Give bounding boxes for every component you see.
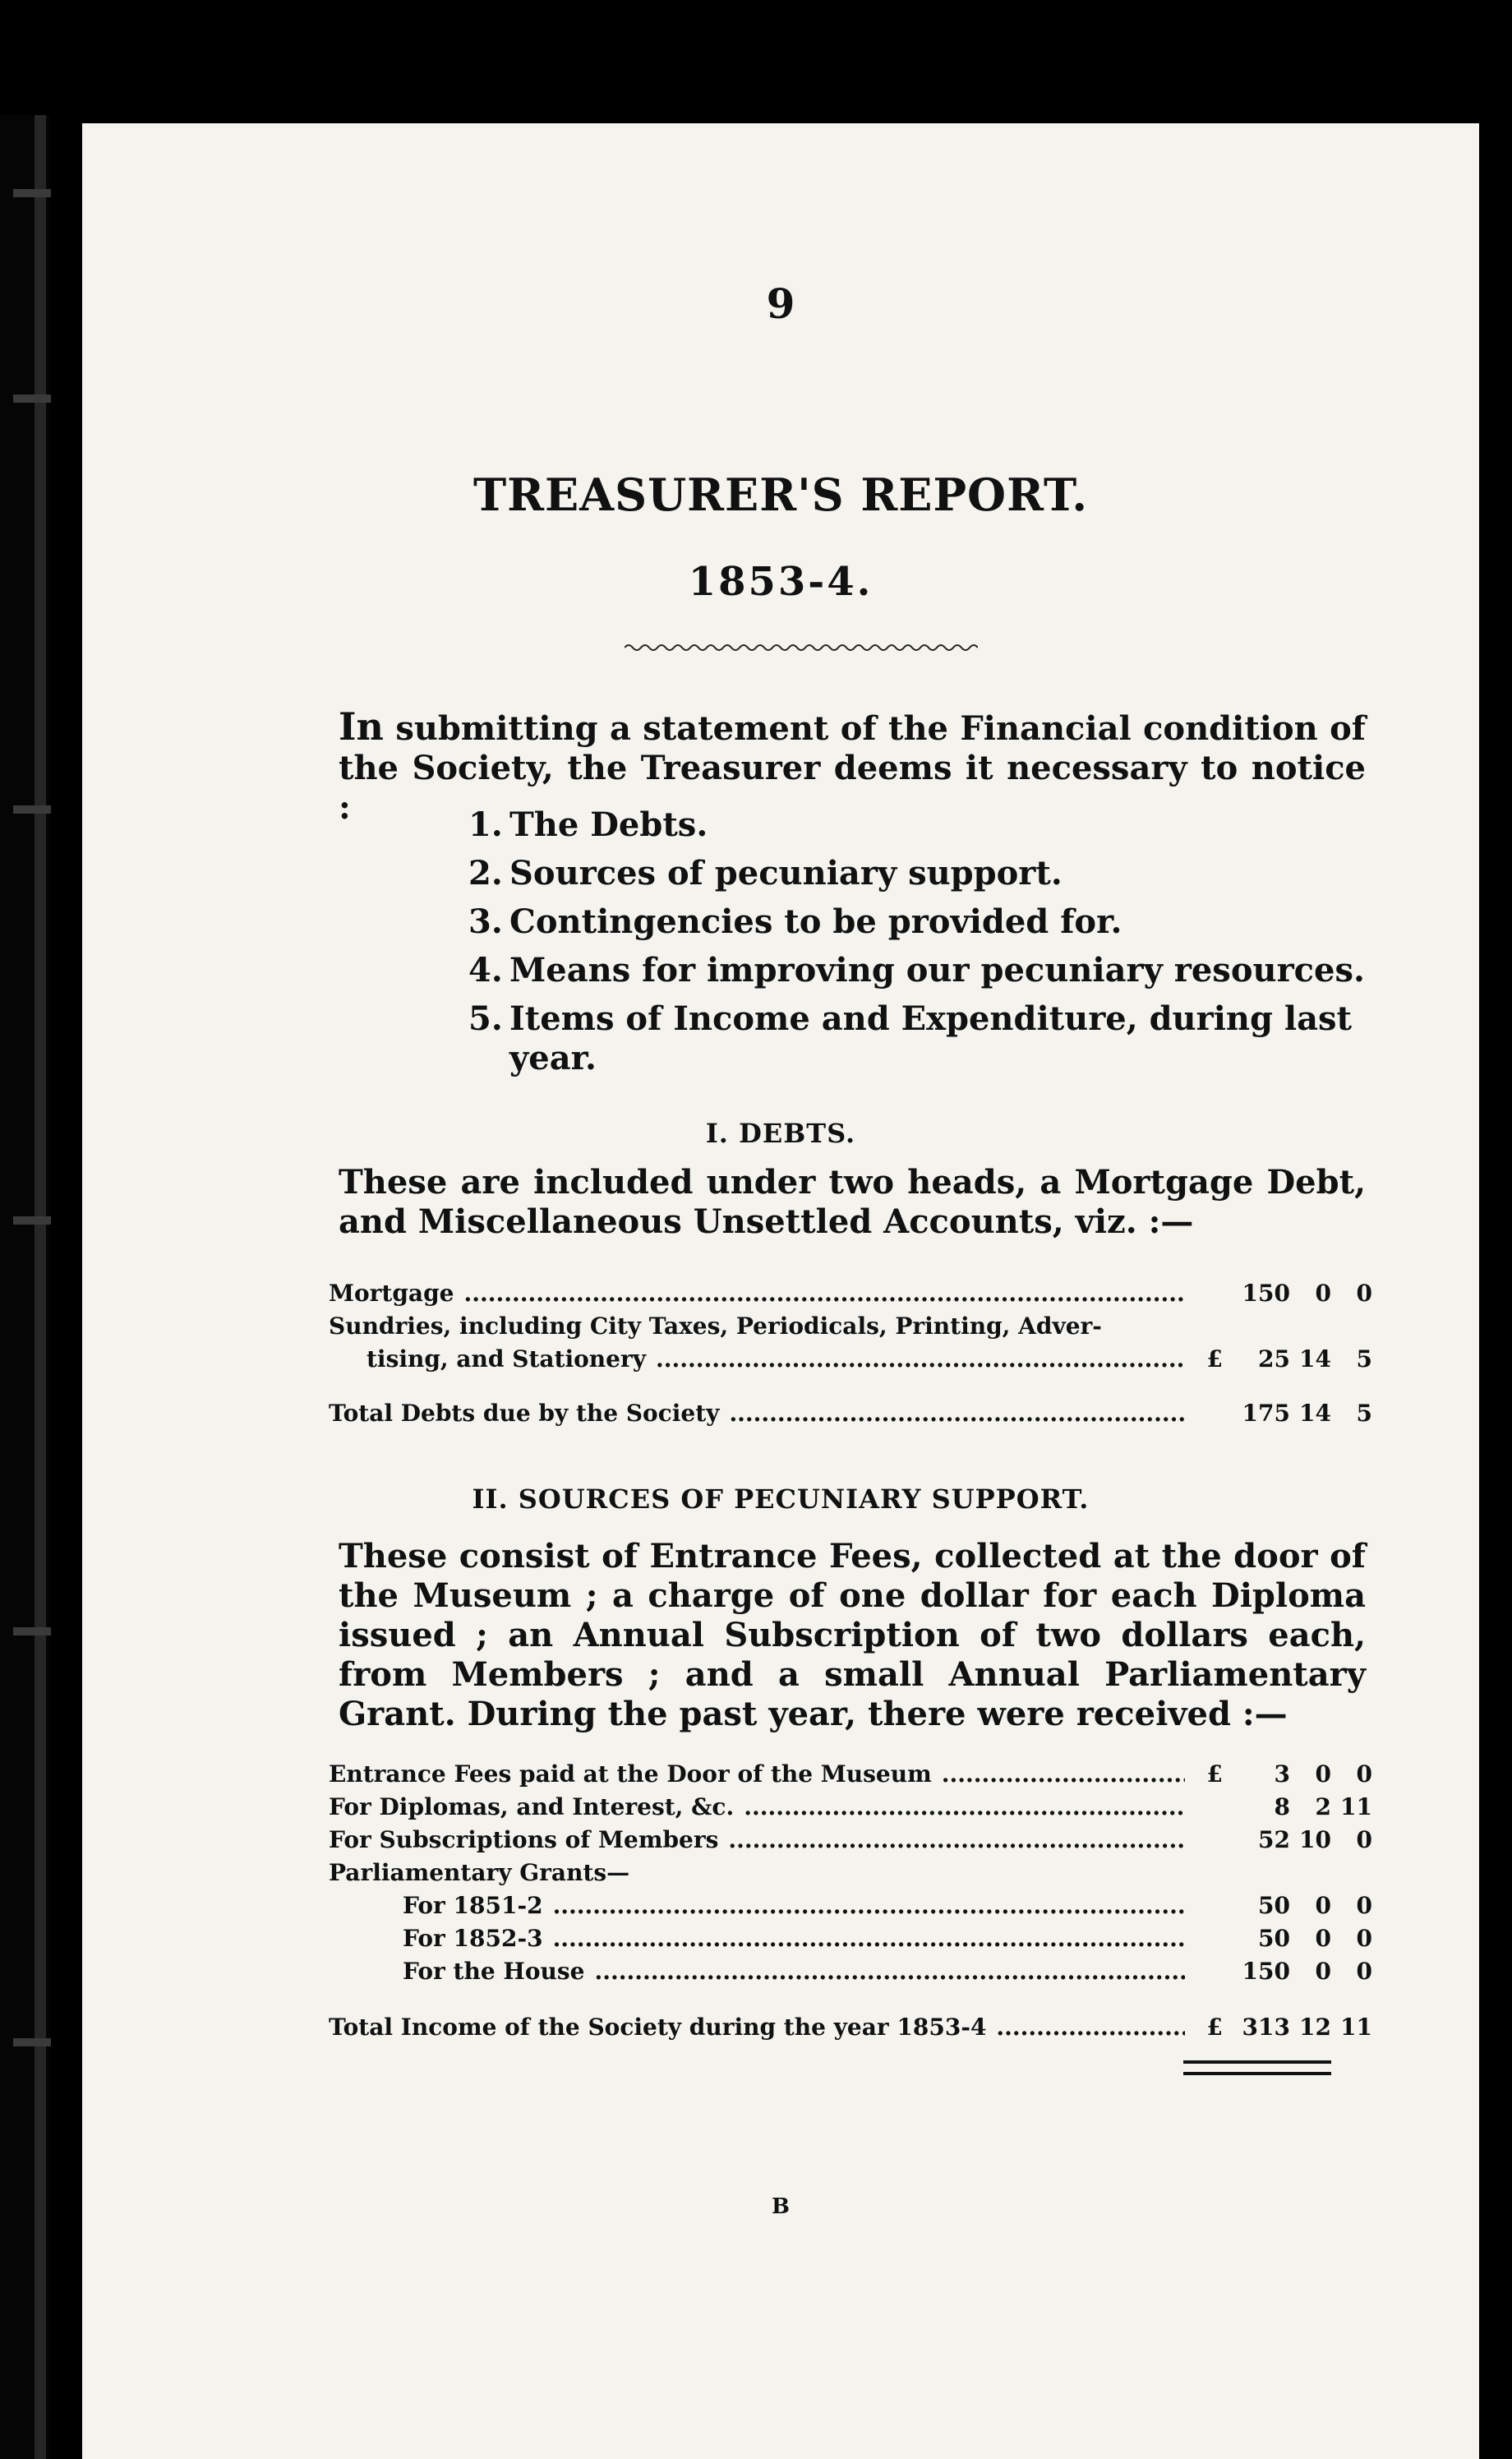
row-label: Total Debts due by the Society [329, 1400, 720, 1427]
table-row [329, 1307, 1372, 1340]
support-ledger [329, 1755, 1372, 2041]
pence: 0 [1356, 1280, 1372, 1307]
shillings: 0 [1315, 1280, 1331, 1307]
row-label: tising, and Stationery [366, 1345, 646, 1373]
topic-number: 3. [468, 902, 503, 941]
intro-first-word: In [339, 704, 384, 749]
shillings: 2 [1315, 1793, 1331, 1820]
row-label: For 1852-3 [403, 1925, 543, 1952]
pence: 5 [1356, 1345, 1372, 1373]
pounds: 313 [1242, 2014, 1290, 2041]
topic-text: Contingencies to be provided for. [509, 902, 1122, 941]
table-row [329, 1886, 1372, 1919]
binding-stitch [13, 1216, 51, 1225]
pounds: 25 [1258, 1345, 1290, 1373]
table-row [329, 1952, 1372, 1985]
row-label: For 1851-2 [403, 1892, 543, 1919]
support-paragraph: These consist of Entrance Fees, collected at the door of the Museum ; a charge of one dollar for each Diploma issued ; an Annual Subscription of two dollars each, from Members ; and a small Annual Parliamentary Grant. During the past year, there were received :— [339, 1537, 1366, 1733]
row-label: For Diplomas, and Interest, &c. [329, 1793, 735, 1820]
pounds: 150 [1242, 1280, 1290, 1307]
row-label: Parliamentary Grants— [329, 1859, 630, 1886]
pounds: 50 [1258, 1925, 1290, 1952]
pence: 0 [1356, 1958, 1372, 1985]
table-row [329, 1820, 1372, 1853]
pence: 11 [1340, 2014, 1372, 2041]
topic-text: Sources of pecuniary support. [509, 854, 1063, 893]
pounds: 52 [1258, 1826, 1290, 1853]
pounds: 175 [1242, 1400, 1290, 1427]
list-item [468, 999, 1372, 1078]
pence: 0 [1356, 1826, 1372, 1853]
shillings: 10 [1299, 1826, 1331, 1853]
pence: 0 [1356, 1925, 1372, 1952]
section-heading-support: II. SOURCES OF PECUNIARY SUPPORT. [472, 1483, 1090, 1515]
debts-ledger [329, 1274, 1372, 1427]
binding-stitch [13, 394, 51, 403]
table-row [329, 1853, 1372, 1886]
currency-sign: £ [1206, 2014, 1223, 2041]
section-heading-debts: I. DEBTS. [705, 1118, 856, 1149]
shillings: 12 [1299, 2014, 1331, 2041]
page-title: TREASURER'S REPORT. [472, 468, 1089, 521]
shillings: 0 [1315, 1892, 1331, 1919]
shillings: 0 [1315, 1925, 1331, 1952]
document-page [82, 123, 1479, 2459]
topic-text: Means for improving our pecuniary resources. [509, 951, 1365, 990]
pence: 0 [1356, 1760, 1372, 1788]
shillings: 14 [1299, 1345, 1331, 1373]
binding-stitch [13, 1627, 51, 1635]
currency-sign: £ [1206, 1345, 1223, 1373]
ornamental-rule [625, 641, 978, 654]
pence: 11 [1340, 1793, 1372, 1820]
list-item [468, 902, 1372, 942]
topic-number: 5. [468, 999, 503, 1038]
total-row [329, 1394, 1372, 1427]
list-item [468, 951, 1372, 990]
table-row [329, 1274, 1372, 1307]
list-item [468, 854, 1372, 893]
currency-sign: £ [1206, 1760, 1223, 1788]
row-label: Sundries, including City Taxes, Periodicals, Printing, Adver- [329, 1313, 1102, 1340]
total-double-rule [1183, 2060, 1331, 2075]
pounds: 150 [1242, 1958, 1290, 1985]
pence: 5 [1356, 1400, 1372, 1427]
topic-number: 4. [468, 951, 503, 990]
shillings: 14 [1299, 1400, 1331, 1427]
total-row [329, 2008, 1372, 2041]
topic-text: Items of Income and Expenditure, during last year. [509, 999, 1352, 1077]
pounds: 50 [1258, 1892, 1290, 1919]
binding-stitch [13, 2038, 51, 2046]
row-label: For the House [403, 1958, 585, 1985]
row-label: Mortgage [329, 1280, 454, 1307]
table-row [329, 1919, 1372, 1952]
table-row [329, 1755, 1372, 1788]
pounds: 8 [1274, 1793, 1290, 1820]
shillings: 0 [1315, 1958, 1331, 1985]
binding-stitch [13, 805, 51, 814]
binding-stitch [13, 189, 51, 197]
report-year: 1853-4. [688, 559, 874, 605]
pounds: 3 [1274, 1760, 1290, 1788]
binding-spine [35, 115, 46, 2459]
intro-text: submitting a statement of the Financial condition of the Society, the Treasurer deems it necessary to notice : [339, 709, 1366, 827]
topic-list [468, 805, 1372, 1087]
row-label: For Subscriptions of Members [329, 1826, 719, 1853]
signature-mark: B [772, 2194, 790, 2219]
topic-number: 2. [468, 854, 503, 893]
shillings: 0 [1315, 1760, 1331, 1788]
page-number: 9 [766, 279, 795, 328]
book-binding [0, 115, 49, 2459]
debts-paragraph: These are included under two heads, a Mortgage Debt, and Miscellaneous Unsettled Accounts, viz. :— [339, 1163, 1366, 1241]
table-row [329, 1788, 1372, 1820]
row-label: Total Income of the Society during the year 1853-4 [329, 2014, 987, 2041]
topic-number: 1. [468, 805, 503, 844]
topic-text: The Debts. [509, 805, 708, 844]
list-item [468, 805, 1372, 845]
table-row [329, 1340, 1372, 1373]
row-label: Entrance Fees paid at the Door of the Museum [329, 1760, 932, 1788]
pence: 0 [1356, 1892, 1372, 1919]
